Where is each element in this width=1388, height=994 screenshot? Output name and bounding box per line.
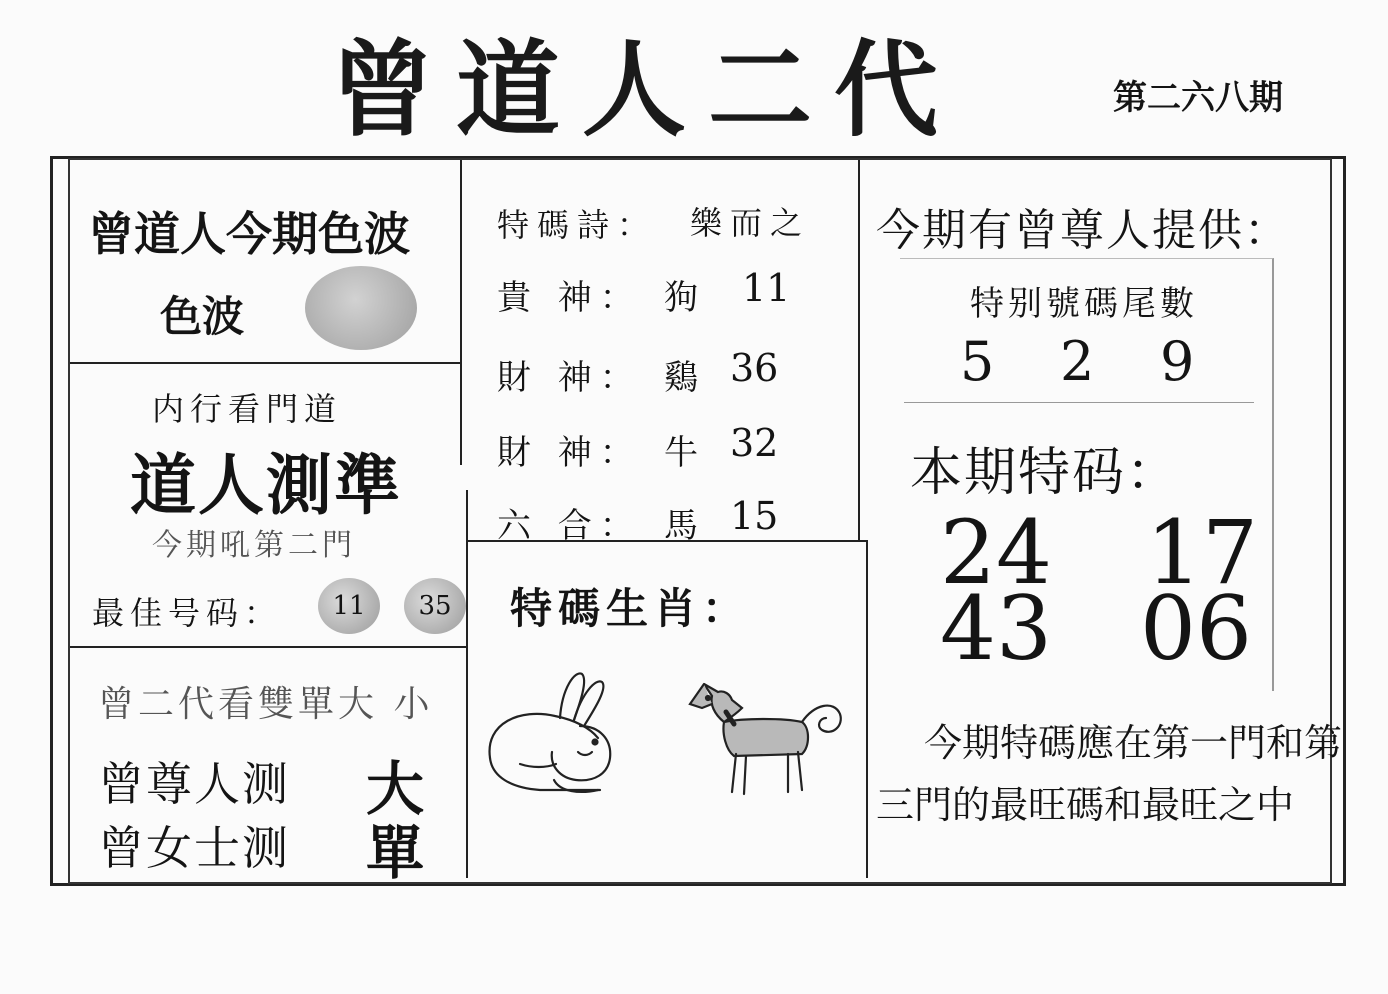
special-number-4: 06 xyxy=(1140,577,1252,680)
divider-middle-top xyxy=(858,160,860,540)
note-line-1: 今期特碼應在第一門和第 xyxy=(924,721,1343,765)
size-line2-label: 曾女士测 xyxy=(98,821,290,875)
god-animal-1: 狗 xyxy=(664,278,706,318)
divider-middle-bottom xyxy=(866,540,868,878)
dog-icon xyxy=(684,674,854,804)
god-label-1: 貴 神： xyxy=(497,278,642,318)
zodiac-label: 特碼生肖： xyxy=(510,584,751,633)
provider-heading: 今期有曾尊人提供： xyxy=(876,205,1290,256)
door-brand: 道人測準 xyxy=(130,447,402,524)
divider-left-bottom xyxy=(466,490,468,878)
best-number-2: 35 xyxy=(418,591,452,621)
door-note: 今期吼第二門 xyxy=(152,528,356,563)
special-number-1: 24 xyxy=(940,501,1052,604)
tail-digit-2: 2 xyxy=(1060,330,1095,393)
door-heading: 内行看門道 xyxy=(152,390,343,428)
best-number-ball-2 xyxy=(404,578,466,634)
god-number-3: 32 xyxy=(730,421,779,465)
god-number-4: 15 xyxy=(730,494,779,538)
poem-text: 樂而之 xyxy=(690,204,811,242)
size-line1-label: 曾尊人测 xyxy=(98,757,290,811)
note-line-2: 三門的最旺碼和最旺之中 xyxy=(876,783,1295,827)
tail-digit-1: 5 xyxy=(960,330,995,393)
god-animal-3: 牛 xyxy=(664,433,706,473)
rabbit-icon xyxy=(480,668,640,798)
size-line2-value: 單 xyxy=(366,819,425,887)
color-wave-heading: 曾道人今期色波 xyxy=(88,207,410,261)
god-label-2: 財 神： xyxy=(497,358,642,398)
page-title: 曾道人二代 xyxy=(330,28,961,151)
provider-box-divider xyxy=(904,402,1254,403)
best-number-ball-1 xyxy=(318,578,380,634)
tail-heading: 特别號碼尾數 xyxy=(970,284,1198,324)
color-wave-label: 色波 xyxy=(160,292,245,341)
size-heading: 曾二代看雙單大 小 xyxy=(98,684,434,725)
poem-label: 特碼詩： xyxy=(497,206,658,244)
best-numbers-label: 最佳号码： xyxy=(92,594,283,632)
divider-h1 xyxy=(70,362,462,364)
issue-number: 第二六八期 xyxy=(1113,78,1283,118)
god-animal-4: 馬 xyxy=(664,506,706,546)
tail-digit-3: 9 xyxy=(1160,330,1195,393)
color-wave-ball xyxy=(305,266,417,350)
size-line1-value: 大 xyxy=(366,755,425,823)
god-number-2: 36 xyxy=(730,346,779,390)
special-heading: 本期特码： xyxy=(910,443,1181,503)
god-number-1: 11 xyxy=(742,266,791,310)
god-animal-2: 鷄 xyxy=(664,358,706,398)
god-label-4: 六 合： xyxy=(497,506,642,546)
best-number-1: 11 xyxy=(332,591,366,621)
god-label-3: 財 神： xyxy=(497,433,642,473)
divider-left-top xyxy=(460,160,462,465)
special-number-3: 43 xyxy=(940,577,1052,680)
special-number-2: 17 xyxy=(1146,501,1258,604)
divider-h2 xyxy=(70,646,466,648)
